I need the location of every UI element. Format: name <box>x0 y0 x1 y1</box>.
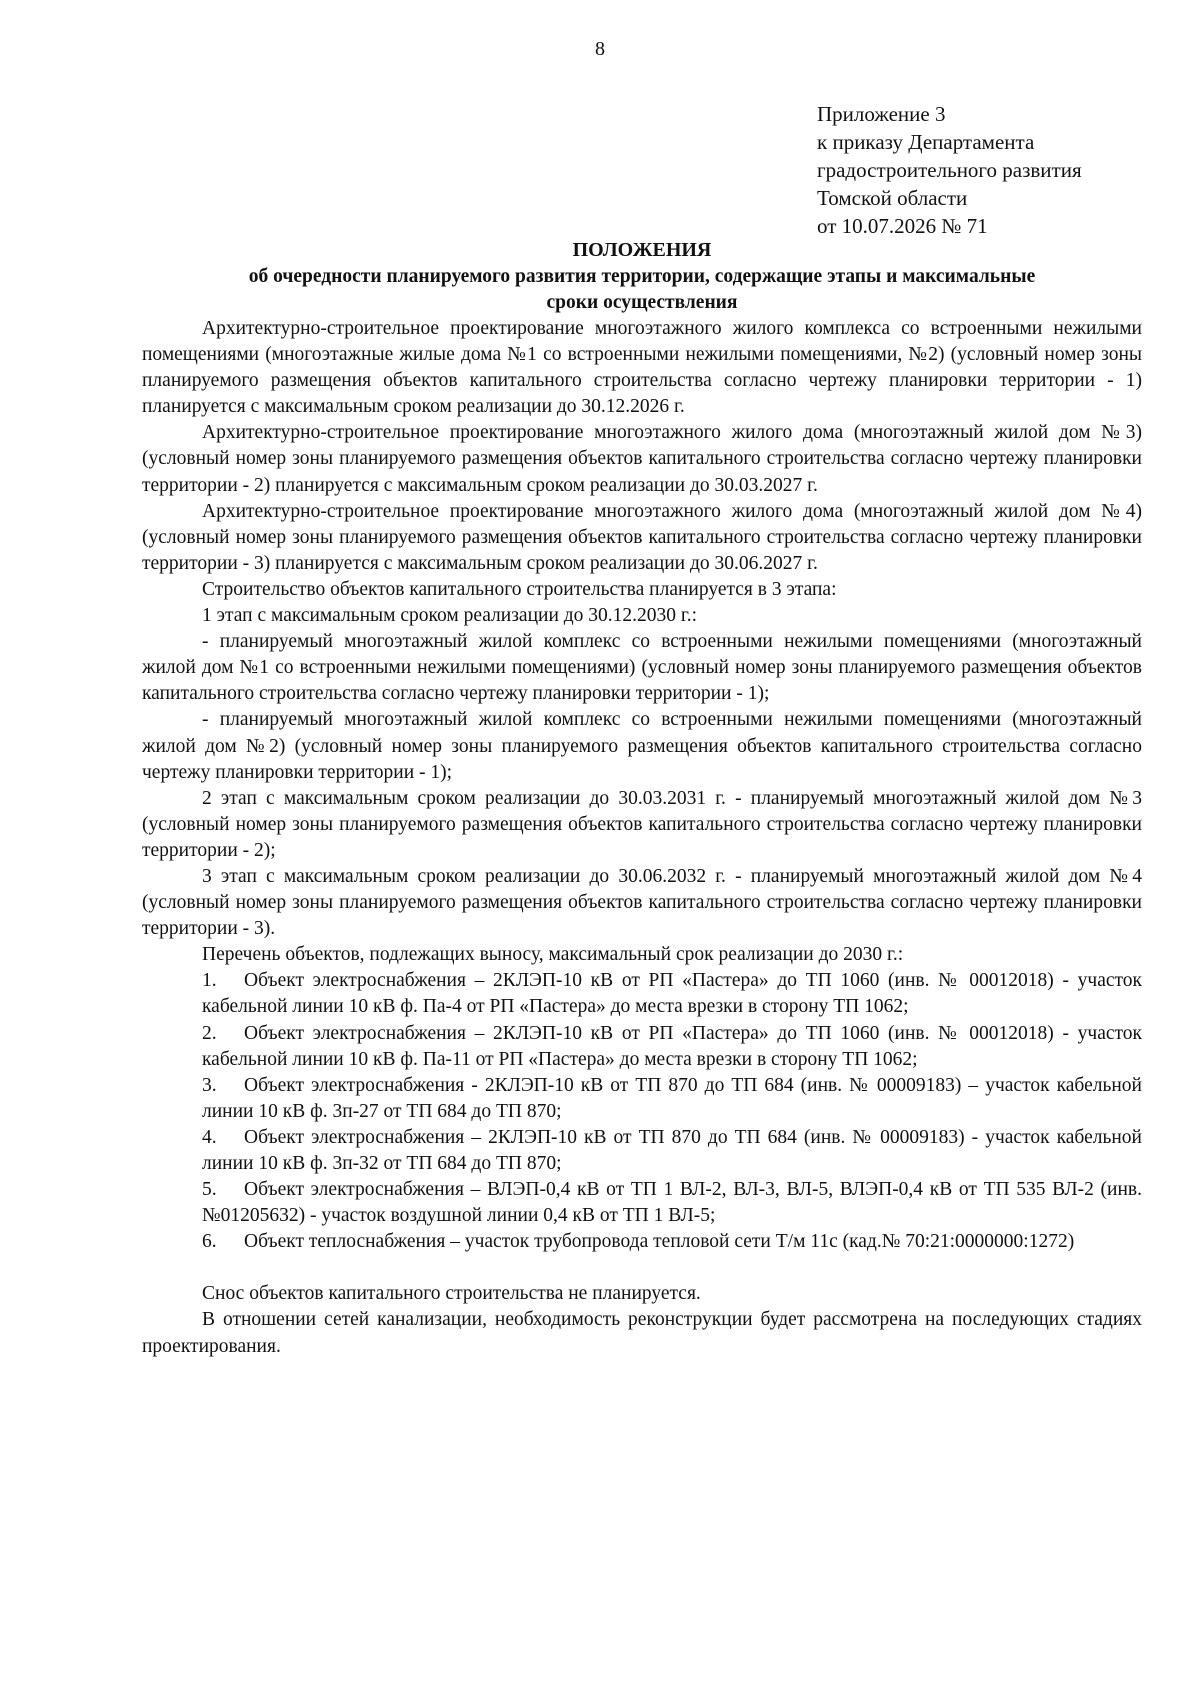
appendix-line: от 10.07.2026 № 71 <box>817 214 988 238</box>
list-item-text: Объект теплоснабжения – участок трубопровода тепловой сети Т/м 11с (кад.№ 70:21:0000000:1272) <box>244 1231 1075 1253</box>
list-item-number: 1. <box>202 970 217 992</box>
list-item <box>142 1073 1142 1125</box>
paragraph: Архитектурно-строительное проектирование многоэтажного жилого дома (многоэтажный жилой дом №4) (условный номер зоны планируемого размещения объектов капитального строительства согласно чертежу планировки территории - 3) планируется с максимальным сроком реализации до 30.06.2027 г. <box>142 500 1142 574</box>
list-item-number: 6. <box>202 1231 217 1253</box>
list-item-number: 4. <box>202 1126 217 1148</box>
list-item-text: Объект электроснабжения – ВЛЭП-0,4 кВ от ТП 1 ВЛ-2, ВЛ-3, ВЛ-5, ВЛЭП-0,4 кВ от ТП 535 ВЛ-2 (инв. №01205632) - участок воздушной линии 0,4 кВ от ТП 1 ВЛ-5; <box>202 1179 1142 1227</box>
closing-paragraph: Снос объектов капитального строительства не планируется. <box>202 1283 701 1305</box>
document-subtitle <box>142 264 1142 316</box>
subtitle-line-1: об очередности планируемого развития территории, содержащие этапы и максимальные <box>248 266 1036 287</box>
list-item <box>142 1229 1142 1255</box>
closing-paragraph: В отношении сетей канализации, необходимость реконструкции будет рассмотрена на последующих стадиях проектирования. <box>142 1309 1142 1357</box>
paragraph: 1 этап с максимальным сроком реализации до 30.12.2030 г.: <box>202 605 698 627</box>
list-item <box>142 1021 1142 1073</box>
paragraph: 2 этап с максимальным сроком реализации до 30.03.2031 г. - планируемый многоэтажный жилой дом №3 (условный номер зоны планируемого размещения объектов капитального строительства согласно чертежу планировки территории - 2); <box>142 787 1142 861</box>
subtitle-line-2: сроки осуществления <box>546 292 738 313</box>
paragraph: Архитектурно-строительное проектирование многоэтажного жилого дома (многоэтажный жилой дом №3) (условный номер зоны планируемого размещения объектов капитального строительства согласно чертежу планировки территории - 2) планируется с максимальным сроком реализации до 30.03.2027 г. <box>142 422 1142 496</box>
paragraph: Перечень объектов, подлежащих выносу, максимальный срок реализации до 2030 г.: <box>202 944 904 966</box>
paragraph: Строительство объектов капитального строительства планируется в 3 этапа: <box>202 578 837 600</box>
list-item-number: 3. <box>202 1074 217 1096</box>
blank-line <box>142 1255 1142 1281</box>
paragraph: - планируемый многоэтажный жилой комплекс со встроенными нежилыми помещениями (многоэтажный жилой дом №1 со встроенными нежилыми помещениями) (условный номер зоны планируемого размещения объектов капитального строительства согласно чертежу планировки территории - 1); <box>142 631 1142 705</box>
paragraph: - планируемый многоэтажный жилой комплекс со встроенными нежилыми помещениями (многоэтажный жилой дом №2) (условный номер зоны планируемого размещения объектов капитального строительства согласно чертежу планировки территории - 1); <box>142 709 1142 783</box>
appendix-header <box>817 100 1082 240</box>
document-body <box>142 237 1142 1360</box>
list-item-text: Объект электроснабжения – 2КЛЭП-10 кВ от ТП 870 до ТП 684 (инв. № 00009183) - участок кабельной линии 10 кВ ф. 3п-32 от ТП 684 до ТП 870; <box>202 1126 1142 1174</box>
page-number: 8 <box>595 38 605 60</box>
list-item-text: Объект электроснабжения – 2КЛЭП-10 кВ от РП «Пастера» до ТП 1060 (инв. № 00012018) - участок кабельной линии 10 кВ ф. Па-11 от РП «Пастера» до места врезки в сторону ТП 1062; <box>202 1022 1142 1070</box>
appendix-line: градостроительного развития <box>817 158 1082 182</box>
appendix-line: Приложение 3 <box>817 102 946 126</box>
paragraph: 3 этап с максимальным сроком реализации до 30.06.2032 г. - планируемый многоэтажный жилой дом №4 (условный номер зоны планируемого размещения объектов капитального строительства согласно чертежу планировки территории - 3). <box>142 865 1142 940</box>
appendix-line: к приказу Департамента <box>817 130 1035 154</box>
list-item <box>142 1177 1142 1229</box>
document-title: ПОЛОЖЕНИЯ <box>572 239 712 261</box>
objects-list <box>142 968 1142 1255</box>
list-item <box>142 1125 1142 1177</box>
paragraph: Архитектурно-строительное проектирование многоэтажного жилого комплекса со встроенными нежилыми помещениями (многоэтажные жилые дома №1 со встроенными нежилыми помещениями, №2) (условный номер зоны планируемого размещения объектов капитального строительства согласно чертежу планировки территории - 1) планируется с максимальным сроком реализации до 30.12.2026 г. <box>142 318 1142 418</box>
list-item-number: 2. <box>202 1022 217 1044</box>
list-item-text: Объект электроснабжения – 2КЛЭП-10 кВ от РП «Пастера» до ТП 1060 (инв. № 00012018) - участок кабельной линии 10 кВ ф. Па-4 от РП «Пастера» до места врезки в сторону ТП 1062; <box>202 970 1142 1018</box>
list-item <box>142 968 1142 1020</box>
appendix-line: Томской области <box>817 186 968 210</box>
list-item-number: 5. <box>202 1179 217 1201</box>
list-item-text: Объект электроснабжения - 2КЛЭП-10 кВ от ТП 870 до ТП 684 (инв. № 00009183) – участок кабельной линии 10 кВ ф. 3п-27 от ТП 684 до ТП 870; <box>202 1074 1142 1122</box>
